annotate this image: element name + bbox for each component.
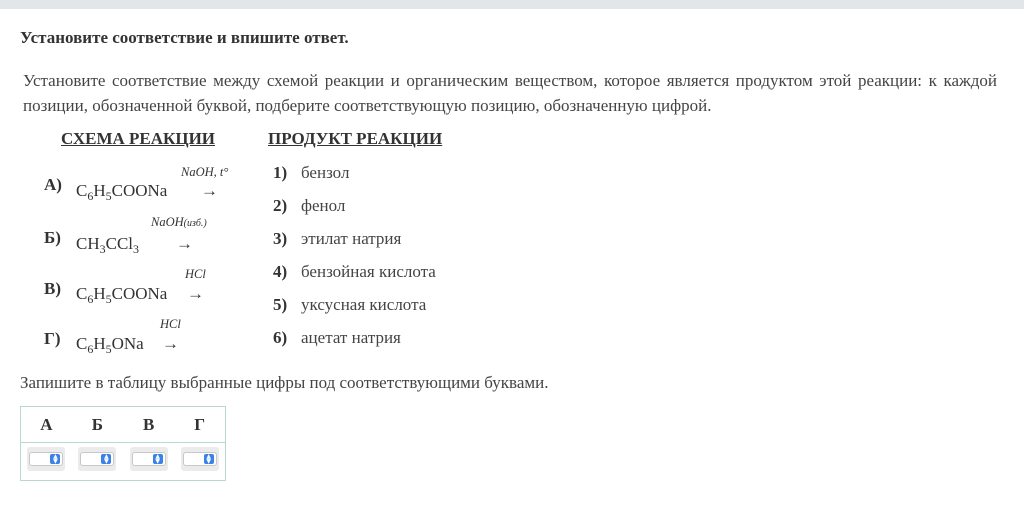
reaction-arrow: → xyxy=(187,284,204,303)
column-header-a: А xyxy=(21,407,72,443)
reaction-condition: NaOH, t° xyxy=(181,165,229,179)
column-header-b: Б xyxy=(72,407,123,443)
answer-table xyxy=(20,406,226,481)
reaction-reactant: $C_6H_5COONa$ xyxy=(76,284,168,306)
reaction-condition: HCl xyxy=(185,267,206,281)
column-header-g: Г xyxy=(174,407,225,443)
product-name: бензойная кислота xyxy=(301,262,436,281)
product-number: 5) xyxy=(273,295,288,314)
product-number: 4) xyxy=(273,262,288,281)
answer-table-header-row xyxy=(21,407,226,443)
product-name: этилат натрия xyxy=(301,229,402,248)
product-name: уксусная кислота xyxy=(301,295,427,314)
product-number: 2) xyxy=(273,196,288,215)
reaction-letter: Б) xyxy=(44,228,61,247)
answer-select-g[interactable] xyxy=(183,452,217,466)
updown-chevron-icon: ▲ ▼ xyxy=(204,454,214,464)
answer-select-b[interactable] xyxy=(80,452,114,466)
reaction-letter: Г) xyxy=(44,329,61,348)
reaction-reactant: $CH_3CCl_3$ xyxy=(76,234,140,256)
product-name: фенол xyxy=(301,196,346,215)
product-number: 1) xyxy=(273,163,288,182)
reaction-letter: В) xyxy=(44,279,61,298)
updown-chevron-icon: ▲ ▼ xyxy=(50,454,60,464)
column-header-v: В xyxy=(123,407,174,443)
answer-table-select-row xyxy=(21,443,226,481)
reaction-reactant: $C_6H_5ONa$ xyxy=(76,334,144,356)
task-statement: Установите соответствие между схемой реакции и органическим веществом, которое является продуктом этой реакции: к каждой позиции, обозначенной буквой, подберите соответствующую позицию, обозначенную цифрой. xyxy=(23,71,997,115)
product-name: бензол xyxy=(301,163,350,182)
answer-instruction: Запишите в таблицу выбранные цифры под соответствующими буквами. xyxy=(20,373,549,392)
reaction-scheme-header: СХЕМА РЕАКЦИИ xyxy=(61,129,216,148)
task-title: Установите соответствие и впишите ответ. xyxy=(20,28,349,47)
reaction-letter: А) xyxy=(44,175,62,194)
top-bar xyxy=(0,0,1024,9)
updown-chevron-icon: ▲ ▼ xyxy=(101,454,111,464)
updown-chevron-icon: ▲ ▼ xyxy=(153,454,163,464)
reaction-arrow: → xyxy=(201,181,218,200)
reaction-condition: HCl xyxy=(160,317,181,331)
reaction-arrow: → xyxy=(176,234,193,253)
reaction-arrow: → xyxy=(162,334,179,353)
answer-select-v[interactable] xyxy=(132,452,166,466)
product-number: 6) xyxy=(273,328,288,347)
reaction-product-header: ПРОДУКТ РЕАКЦИИ xyxy=(268,129,443,148)
product-name: ацетат натрия xyxy=(301,328,401,347)
reaction-reactant: $C_6H_5COONa$ xyxy=(76,181,168,203)
product-number: 3) xyxy=(273,229,288,248)
answer-select-a[interactable] xyxy=(29,452,63,466)
reaction-condition: NaOH(изб.) xyxy=(151,215,207,229)
